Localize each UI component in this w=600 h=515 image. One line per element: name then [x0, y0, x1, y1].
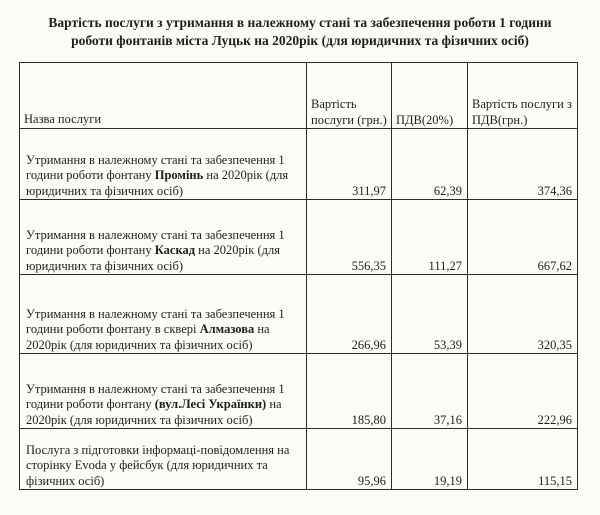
service-name-text: Послуга з підготовки інформаці-повідомлення на сторінку Evoda у фейсбук (для юридичних та фізичних осіб)	[26, 442, 290, 488]
table-row	[20, 429, 578, 490]
service-name-cell	[20, 429, 307, 490]
title-line-1: Вартість послуги з утримання в належному стані та забезпечення роботи 1 години	[48, 15, 552, 30]
service-name-cell	[20, 275, 307, 354]
total-cell: 374,36	[468, 129, 578, 200]
service-name-text: на 2020рік (для юридичних та фізичних осіб)	[26, 322, 270, 352]
table-row	[20, 129, 578, 200]
service-name-cell	[20, 129, 307, 200]
header-service-name: Назва послуги	[20, 63, 307, 129]
vat-cell: 62,39	[392, 129, 468, 200]
header-total: Вартість послуги з ПДВ(грн.)	[468, 63, 578, 129]
cost-cell: 185,80	[307, 354, 392, 429]
table-row	[20, 200, 578, 275]
header-cost: Вартість послуги (грн.)	[307, 63, 392, 129]
service-name-cell	[20, 354, 307, 429]
service-name-text: Утримання в належному стані та забезпечення 1 години роботи фонтану в сквері	[26, 306, 285, 336]
table-row	[20, 354, 578, 429]
service-name-text: на 2020рік (для юридичних та фізичних осіб)	[26, 243, 280, 273]
fountain-name: Каскад	[154, 243, 196, 257]
fountain-name: Промінь	[154, 168, 204, 182]
service-name-text: на 2020рік (для юридичних та фізичних осіб)	[26, 168, 289, 198]
total-cell: 222,96	[468, 354, 578, 429]
service-name-text: на 2020рік (для юридичних та фізичних осіб)	[26, 397, 282, 427]
service-name-text: Утримання в належному стані та забезпечення 1 години роботи фонтану	[26, 152, 285, 182]
vat-cell: 53,39	[392, 275, 468, 354]
cost-cell: 311,97	[307, 129, 392, 200]
title-line-2: роботи фонтанів міста Луцьк на 2020рік (для юридичних та фізичних осіб)	[71, 33, 529, 48]
cost-cell: 95,96	[307, 429, 392, 490]
fountain-name: (вул.Лесі Українки)	[154, 397, 267, 411]
total-cell: 320,35	[468, 275, 578, 354]
service-name-cell	[20, 200, 307, 275]
vat-cell: 111,27	[392, 200, 468, 275]
cost-cell: 556,35	[307, 200, 392, 275]
service-name-text: Утримання в належному стані та забезпечення 1 години роботи фонтану	[26, 381, 285, 411]
price-table	[19, 62, 578, 490]
fountain-name: Алмазова	[199, 322, 255, 336]
total-cell: 115,15	[468, 429, 578, 490]
total-cell: 667,62	[468, 200, 578, 275]
table-header-row	[20, 63, 578, 129]
service-name-text: Утримання в належному стані та забезпечення 1 години роботи фонтану	[26, 227, 285, 257]
vat-cell: 19,19	[392, 429, 468, 490]
vat-cell: 37,16	[392, 354, 468, 429]
document-title	[0, 14, 600, 50]
cost-cell: 266,96	[307, 275, 392, 354]
table-row	[20, 275, 578, 354]
header-vat: ПДВ(20%)	[392, 63, 468, 129]
